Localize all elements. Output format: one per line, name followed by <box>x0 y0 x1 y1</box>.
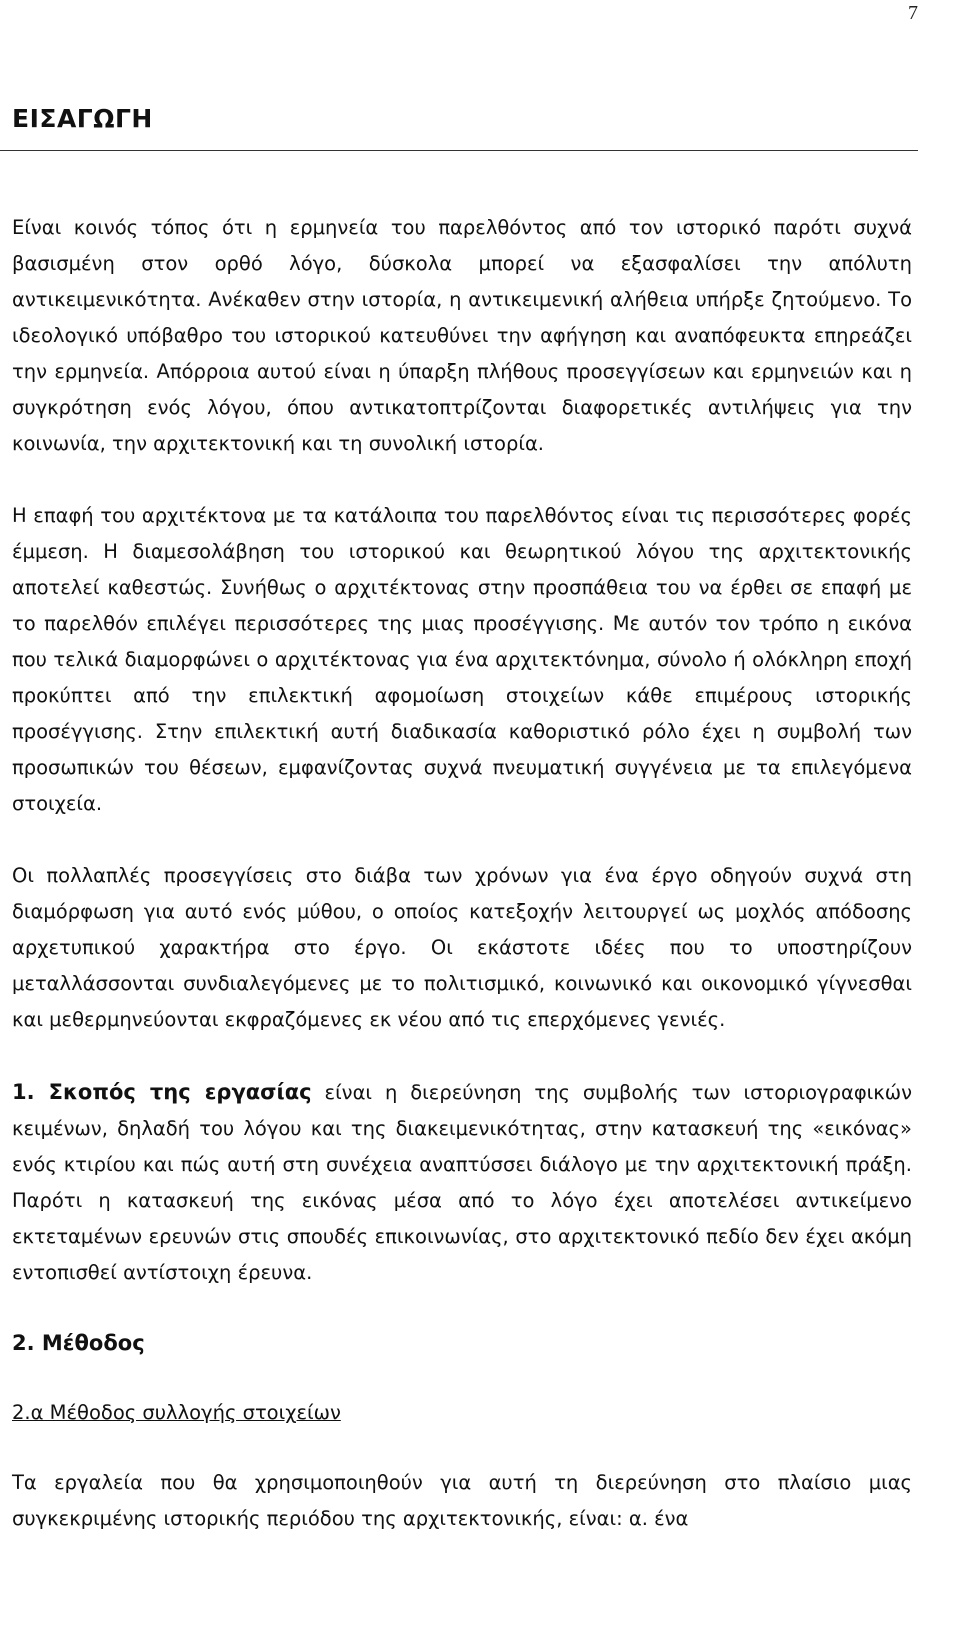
document-body <box>12 210 912 1537</box>
paragraph-architect-contact: Η επαφή του αρχιτέκτονα με τα κατάλοιπα του παρελθόντος είναι τις περισσότερες φορές έμμεση. Η διαμεσολάβηση του ιστορικού και θεωρητικού λόγου της αρχιτεκτονικής αποτελεί καθεστώς. Συνήθως ο αρχιτέκτονας στην προσπάθεια του να έρθει σε επαφή με το παρελθόν επιλέγει περισσότερες της μιας προσέγγισης. Με αυτόν τον τρόπο η εικόνα που τελικά διαμορφώνει ο αρχιτέκτονας για ένα αρχιτεκτόνημα, σύνολο ή ολόκληρη εποχή προκύπτει από την επιλεκτική αφομοίωση στοιχείων κάθε επιμέρους ιστορικής προσέγγισης. Στην επιλεκτική αυτή διαδικασία καθοριστικό ρόλο έχει η συμβολή των προσωπικών του θέσεων, εμφανίζοντας συχνά πνευματική συγγένεια με τα επιλεγόμενα στοιχεία. <box>12 504 912 815</box>
paragraph-intro: Είναι κοινός τόπος ότι η ερμηνεία του παρελθόντος από τον ιστορικό παρότι συχνά βασισμένη στον ορθό λόγο, δύσκολα μπορεί να εξασφαλίσει την απόλυτη αντικειμενικότητα. Ανέκαθεν στην ιστορία, η αντικειμενική αλήθεια υπήρξε ζητούμενο. Το ιδεολογικό υπόβαθρο του ιστορικού κατευθύνει την αφήγηση και αναπόφευκτα επηρεάζει την ερμηνεία. Απόρροια αυτού είναι η ύπαρξη πλήθους προσεγγίσεων και ερμηνειών και η συγκρότηση ενός λόγου, όπου αντικατοπτρίζονται διαφορετικές αντιλήψεις για την κοινωνία, την αρχιτεκτονική και τη συνολική ιστορία. <box>12 216 912 455</box>
purpose-text: είναι η διερεύνηση της συμβολής των ιστοριογραφικών κειμένων, δηλαδή του λόγου και της διακειμενικότητας, στην κατασκευή της «εικόνας» ενός κτιρίου και πώς αυτή στη συνέχεια αναπτύσσει διάλογο με την αρχιτεκτονική πράξη. Παρότι η κατασκευή της εικόνας μέσα από το λόγο έχει αποτελέσει αντικείμενο εκτεταμένων ερευνών στις σπουδές επικοινωνίας, στο αρχιτεκτονικό πεδίο δεν έχει ακόμη εντοπισθεί αντίστοιχη έρευνα. <box>12 1081 912 1284</box>
paragraph-multiple-approaches: Οι πολλαπλές προσεγγίσεις στο διάβα των χρόνων για ένα έργο οδηγούν συχνά στη διαμόρφωση για αυτό ενός μύθου, ο οποίος κατεξοχήν λειτουργεί ως μοχλός απόδοσης αρχετυπικού χαρακτήρα στο έργο. Οι εκάστοτε ιδέες που το υποστηρίζουν μεταλλάσσονται συνδιαλεγόμενες με το πολιτισμικό, κοινωνικό και οικονομικό γίγνεσθαι και μεθερμηνεύονται εκφραζόμενες εκ νέου από τις επερχόμενες γενιές. <box>12 864 912 1031</box>
section-heading-method: 2. Μέθοδος <box>12 1331 145 1355</box>
paragraph-purpose <box>12 1074 912 1291</box>
subsection-heading-data-collection: 2.α Μέθοδος συλλογής στοιχείων <box>12 1401 341 1424</box>
purpose-heading: 1. Σκοπός της εργασίας <box>12 1080 312 1104</box>
heading-divider <box>0 150 918 151</box>
paragraph-tools: Τα εργαλεία που θα χρησιμοποιηθούν για αυτή τη διερεύνηση στο πλαίσιο μιας συγκεκριμένης ιστορικής περιόδου της αρχιτεκτονικής, είναι: α. ένα <box>12 1471 912 1530</box>
page-number: 7 <box>908 2 918 24</box>
page-title: ΕΙΣΑΓΩΓΗ <box>12 104 153 133</box>
